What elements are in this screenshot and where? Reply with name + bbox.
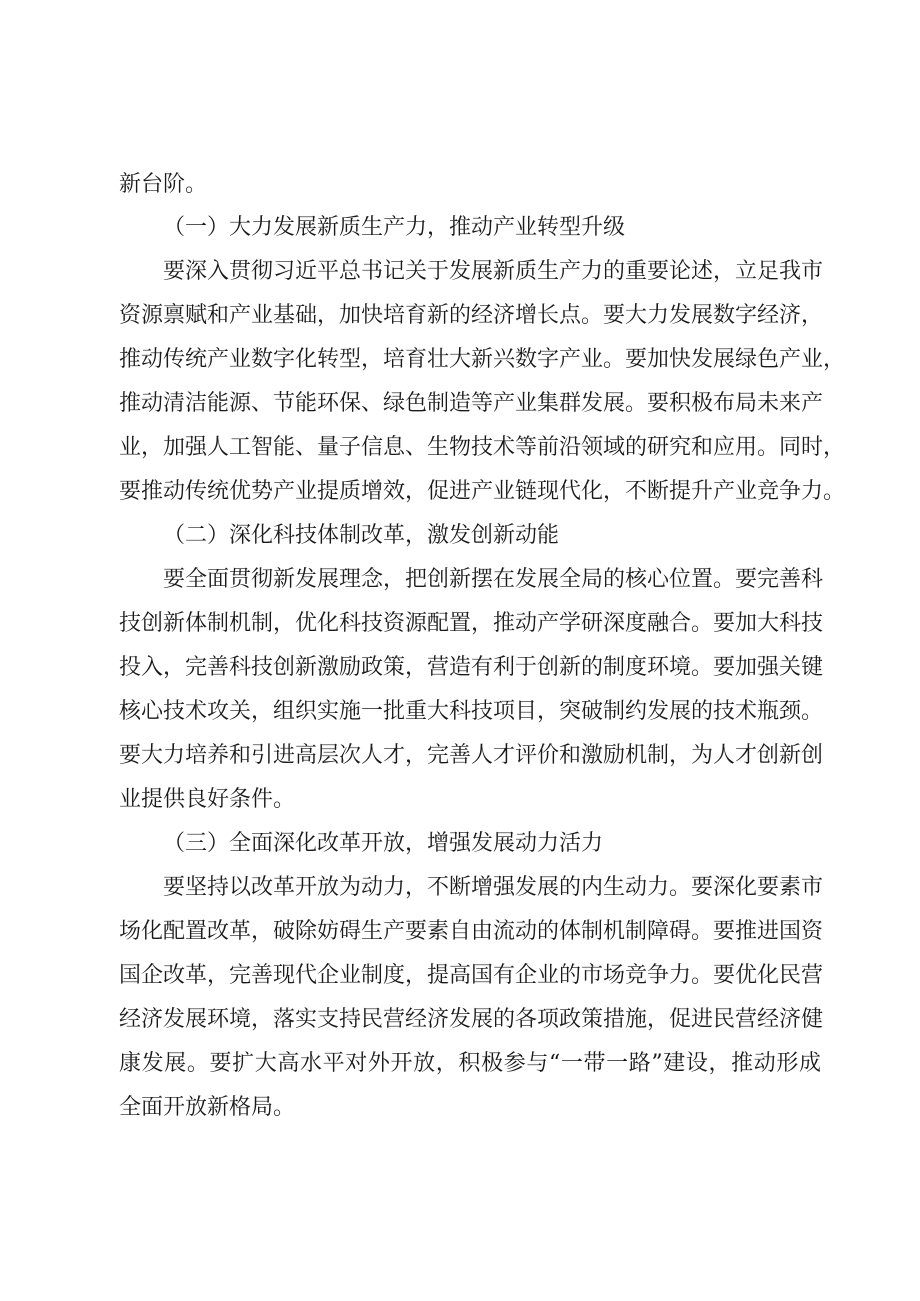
paragraph-line: 要推动传统优势产业提质增效，促进产业链现代化，不断提升产业竞争力。 [119, 479, 846, 504]
paragraph-line: 要大力培养和引进高层次人才，完善人才评价和激励机制，为人才创新创 [119, 743, 824, 768]
paragraph-line: 经济发展环境，落实支持民营经济发展的各项政策措施，促进民营经济健 [119, 1007, 824, 1032]
paragraph-line: 资源禀赋和产业基础，加快培育新的经济增长点。要大力发展数字经济， [119, 303, 824, 328]
paragraph-line: 康发展。要扩大高水平对外开放，积极参与“一带一路”建设，推动形成 [119, 1051, 821, 1076]
paragraph-line: 新台阶。 [119, 172, 208, 197]
paragraph-line: 要全面贯彻新发展理念，把创新摆在发展全局的核心位置。要完善科 [163, 567, 824, 592]
paragraph-line: 投入，完善科技创新激励政策，营造有利于创新的制度环境。要加强关键 [119, 655, 824, 680]
paragraph-line: 要深入贯彻习近平总书记关于发展新质生产力的重要论述，立足我市 [163, 259, 824, 284]
section-heading: （一）大力发展新质生产力，推动产业转型升级 [163, 215, 626, 240]
paragraph-line: 核心技术攻关，组织实施一批重大科技项目，突破制约发展的技术瓶颈。 [119, 699, 824, 724]
paragraph-line: 国企改革，完善现代企业制度，提高国有企业的市场竞争力。要优化民营 [119, 963, 824, 988]
paragraph-line: 场化配置改革，破除妨碍生产要素自由流动的体制机制障碍。要推进国资 [119, 919, 824, 944]
paragraph-line: 技创新体制机制，优化科技资源配置，推动产学研深度融合。要加大科技 [119, 611, 824, 636]
paragraph-line: 推动传统产业数字化转型，培育壮大新兴数字产业。要加快发展绿色产业， [119, 347, 846, 372]
paragraph-line: 业提供良好条件。 [119, 787, 296, 812]
paragraph-line: 全面开放新格局。 [119, 1095, 296, 1120]
section-heading: （二）深化科技体制改革，激发创新动能 [163, 523, 560, 548]
paragraph-line: 要坚持以改革开放为动力，不断增强发展的内生动力。要深化要素市 [163, 875, 824, 900]
section-heading: （三）全面深化改革开放，增强发展动力活力 [163, 831, 604, 856]
paragraph-line: 业，加强人工智能、量子信息、生物技术等前沿领域的研究和应用。同时， [119, 435, 846, 460]
paragraph-line: 推动清洁能源、节能环保、绿色制造等产业集群发展。要积极布局未来产 [119, 391, 824, 416]
